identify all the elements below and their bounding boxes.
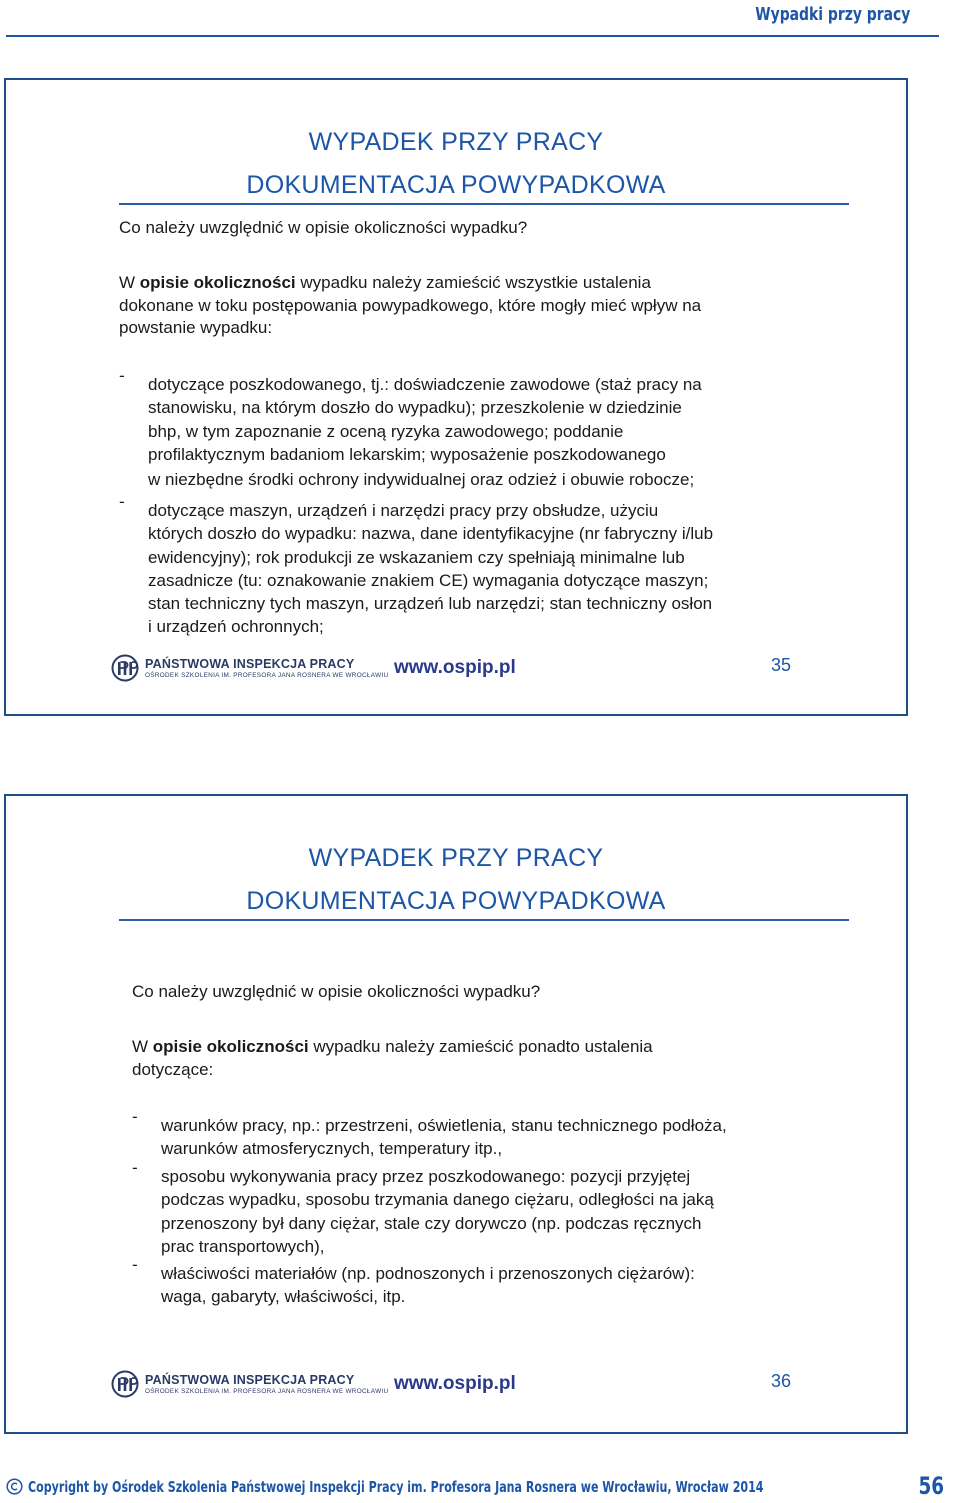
bullet-item bbox=[161, 1262, 695, 1309]
intro-paragraph bbox=[119, 272, 819, 340]
bullet-item bbox=[148, 499, 713, 639]
slide-35 bbox=[4, 78, 908, 716]
bullet-line: warunków atmosferycznych, temperatury itp., bbox=[161, 1139, 503, 1159]
bullet-line: warunków pracy, np.: przestrzeni, oświetlenia, stanu technicznego podłoża, bbox=[161, 1116, 727, 1135]
logo-name: PAŃSTWOWA INSPEKCJA PRACY bbox=[145, 1372, 355, 1387]
pip-logo bbox=[111, 654, 388, 682]
pip-emblem-icon bbox=[111, 654, 139, 682]
bullet-line: prac transportowych), bbox=[161, 1236, 325, 1256]
page-number: 56 bbox=[918, 1472, 944, 1500]
intro-bold: opisie okoliczności bbox=[139, 273, 296, 292]
bullet-item bbox=[161, 1165, 714, 1258]
bullet-line: w niezbędne środki ochrony indywidualnej oraz odzież i obuwie robocze; bbox=[148, 470, 695, 490]
bullet-dash: - bbox=[119, 492, 125, 511]
bullet-line: przenoszony był dany ciężar, stale czy dorywczo (np. podczas ręcznych bbox=[161, 1213, 702, 1233]
bullet-line: ewidencyjny); rok produkcji ze wskazaniem czy spełniają minimalne lub bbox=[148, 547, 685, 567]
slide-number: 35 bbox=[771, 655, 792, 675]
intro-w: W bbox=[132, 1037, 153, 1056]
intro-line: dotyczące: bbox=[132, 1060, 214, 1079]
running-header-title: Wypadki przy pracy bbox=[754, 4, 910, 25]
intro-rest: wypadku należy zamieścić ponadto ustalenia bbox=[308, 1037, 653, 1056]
bullet-line: których doszło do wypadku: nazwa, dane identyfikacyjne (nr fabryczny i/lub bbox=[148, 524, 714, 544]
title-rule bbox=[119, 203, 849, 205]
slide-title: WYPADEK PRZY PRACY bbox=[308, 128, 604, 156]
slide-subtitle: DOKUMENTACJA POWYPADKOWA bbox=[246, 171, 666, 199]
question: Co należy uwzględnić w opisie okoliczności wypadku? bbox=[132, 982, 541, 1001]
bullet-line: i urządzeń ochronnych; bbox=[148, 617, 324, 637]
bullet-line: waga, gabaryty, właściwości, itp. bbox=[161, 1287, 406, 1307]
bullet-line: sposobu wykonywania pracy przez poszkodowanego: pozycji przyjętej bbox=[161, 1167, 691, 1186]
website-link[interactable]: www.ospip.pl bbox=[394, 1373, 516, 1394]
slide-subtitle: DOKUMENTACJA POWYPADKOWA bbox=[246, 887, 666, 915]
bullet-line: stanowisku, na którym doszło do wypadku); przeszkolenie w dziedzinie bbox=[148, 398, 682, 418]
intro-w: W bbox=[119, 273, 140, 292]
intro-line: powstanie wypadku: bbox=[119, 318, 273, 337]
question: Co należy uwzględnić w opisie okoliczności wypadku? bbox=[119, 218, 528, 237]
bullet-line: dotyczące maszyn, urządzeń i narzędzi pracy przy obsłudze, użyciu bbox=[148, 501, 659, 520]
bullet-line: stan techniczny tych maszyn, urządzeń lub narzędzi; stan techniczny osłon bbox=[148, 594, 713, 614]
slide-title: WYPADEK PRZY PRACY bbox=[308, 844, 604, 872]
bullet-item bbox=[161, 1114, 727, 1161]
slide-number: 36 bbox=[771, 1371, 792, 1391]
pip-emblem-icon bbox=[111, 1370, 139, 1398]
slide-36 bbox=[4, 794, 908, 1434]
bullet-line: właściwości materiałów (np. podnoszonych i przenoszonych ciężarów): bbox=[161, 1264, 695, 1283]
bullet-line: dotyczące poszkodowanego, tj.: doświadczenie zawodowe (staż pracy na bbox=[148, 375, 702, 394]
bullet-line: zasadnicze (tu: oznakowanie znakiem CE) wymagania dotyczące maszyn; bbox=[148, 570, 709, 590]
bullet-dash: - bbox=[119, 366, 125, 385]
copyright-text: Copyright by Ośrodek Szkolenia Państwowej Inspekcji Pracy im. Profesora Jana Rosnera we Wrocławiu, Wrocław 2014 bbox=[28, 1478, 764, 1496]
bullet-line: bhp, w tym zapoznanie z oceną ryzyka zawodowego; poddanie bbox=[148, 421, 624, 441]
bullet-dash: - bbox=[132, 1255, 138, 1274]
intro-rest: wypadku należy zamieścić wszystkie ustalenia bbox=[295, 273, 651, 292]
copyright-icon bbox=[6, 1478, 23, 1495]
logo-subtitle: OŚRODEK SZKOLENIA IM. PROFESORA JANA ROSNERA WE WROCŁAWIU bbox=[145, 1387, 389, 1395]
bullet-line: podczas wypadku, sposobu trzymania danego ciężaru, odległości na jaką bbox=[161, 1190, 714, 1210]
intro-paragraph bbox=[132, 1035, 832, 1081]
title-rule bbox=[119, 919, 849, 921]
intro-bold: opisie okoliczności bbox=[152, 1037, 309, 1056]
intro-line: dokonane w toku postępowania powypadkowego, które mogły mieć wpływ na bbox=[119, 295, 702, 315]
website-link[interactable]: www.ospip.pl bbox=[394, 657, 516, 678]
logo-subtitle: OŚRODEK SZKOLENIA IM. PROFESORA JANA ROSNERA WE WROCŁAWIU bbox=[145, 671, 389, 679]
bullet-dash: - bbox=[132, 1158, 138, 1177]
bullet-dash: - bbox=[132, 1107, 138, 1126]
bullet-item bbox=[148, 373, 702, 491]
bullet-line: profilaktycznym badaniom lekarskim; wyposażenie poszkodowanego bbox=[148, 444, 666, 464]
pip-logo bbox=[111, 1370, 388, 1398]
logo-name: PAŃSTWOWA INSPEKCJA PRACY bbox=[145, 656, 355, 671]
header-rule bbox=[6, 35, 939, 37]
